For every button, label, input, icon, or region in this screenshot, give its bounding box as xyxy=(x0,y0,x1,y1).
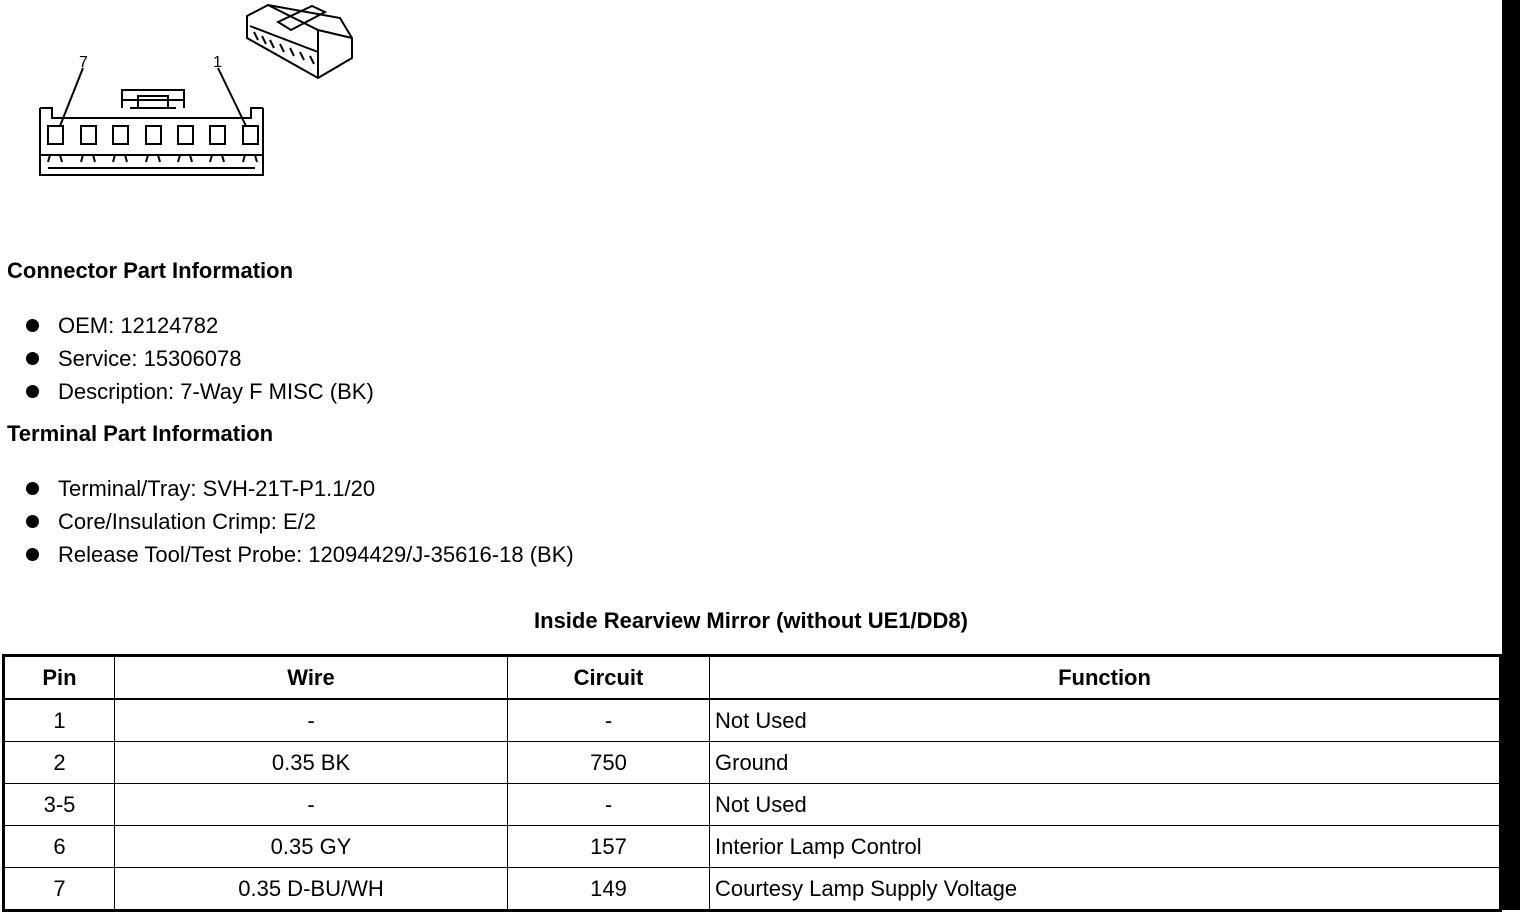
circuit-cell: - xyxy=(508,784,710,826)
wire-cell: 0.35 GY xyxy=(115,826,508,868)
pin-7-label: 7 xyxy=(79,54,88,71)
function-cell: Interior Lamp Control xyxy=(710,826,1501,868)
pin-1-label: 1 xyxy=(213,54,222,71)
list-item: Core/Insulation Crimp: E/2 xyxy=(26,505,574,538)
pin-cavity-5 xyxy=(113,126,128,144)
bullet-icon xyxy=(26,385,39,398)
table-header-row xyxy=(4,656,1501,700)
circuit-cell: - xyxy=(508,699,710,742)
pin-cavity-1 xyxy=(243,126,258,144)
table-row xyxy=(4,826,1501,868)
list-item: Description: 7-Way F MISC (BK) xyxy=(26,375,374,408)
wire-cell: 0.35 D-BU/WH xyxy=(115,868,508,911)
bullet-icon xyxy=(26,482,39,495)
table-row xyxy=(4,868,1501,911)
pin-cell: 7 xyxy=(4,868,115,911)
connector-3d-illustration xyxy=(247,5,352,78)
pin-cavity-2 xyxy=(210,126,225,144)
function-cell: Not Used xyxy=(710,699,1501,742)
connector-lower-slots xyxy=(48,155,257,162)
function-cell: Ground xyxy=(710,742,1501,784)
connector-pin-cavities xyxy=(48,126,258,144)
bullet-icon xyxy=(26,548,39,561)
bullet-icon xyxy=(26,319,39,332)
page-right-border xyxy=(1502,0,1520,910)
pin-cavity-6 xyxy=(81,126,96,144)
wire-cell: - xyxy=(115,784,508,826)
bullet-icon xyxy=(26,352,39,365)
connector-part-heading: Connector Part Information xyxy=(7,258,294,283)
table-title: Inside Rearview Mirror (without UE1/DD8) xyxy=(534,608,968,633)
pin-cavity-4 xyxy=(146,126,161,144)
column-header-function: Function xyxy=(710,656,1501,700)
list-item: Release Tool/Test Probe: 12094429/J-35616-18 (BK) xyxy=(26,538,574,571)
terminal-part-list xyxy=(26,472,574,571)
bullet-icon xyxy=(26,515,39,528)
list-item: Service: 15306078 xyxy=(26,342,374,375)
circuit-cell: 750 xyxy=(508,742,710,784)
pin-cell: 2 xyxy=(4,742,115,784)
pinout-table xyxy=(2,654,1502,912)
list-item: OEM: 12124782 xyxy=(26,309,374,342)
table-row xyxy=(4,699,1501,742)
column-header-wire: Wire xyxy=(115,656,508,700)
connector-part-list xyxy=(26,309,374,408)
circuit-cell: 149 xyxy=(508,868,710,911)
column-header-circuit: Circuit xyxy=(508,656,710,700)
pin-cell: 3-5 xyxy=(4,784,115,826)
table-row xyxy=(4,742,1501,784)
connector-face-view xyxy=(40,68,263,175)
list-item: Terminal/Tray: SVH-21T-P1.1/20 xyxy=(26,472,574,505)
pin-cavity-3 xyxy=(178,126,193,144)
table-row xyxy=(4,784,1501,826)
pin-cell: 6 xyxy=(4,826,115,868)
connector-diagram xyxy=(0,0,380,200)
function-cell: Courtesy Lamp Supply Voltage xyxy=(710,868,1501,911)
pin-cell: 1 xyxy=(4,699,115,742)
circuit-cell: 157 xyxy=(508,826,710,868)
function-cell: Not Used xyxy=(710,784,1501,826)
wire-cell: - xyxy=(115,699,508,742)
wire-cell: 0.35 BK xyxy=(115,742,508,784)
pin-cavity-7 xyxy=(48,126,63,144)
terminal-part-heading: Terminal Part Information xyxy=(7,421,274,446)
column-header-pin: Pin xyxy=(4,656,115,700)
